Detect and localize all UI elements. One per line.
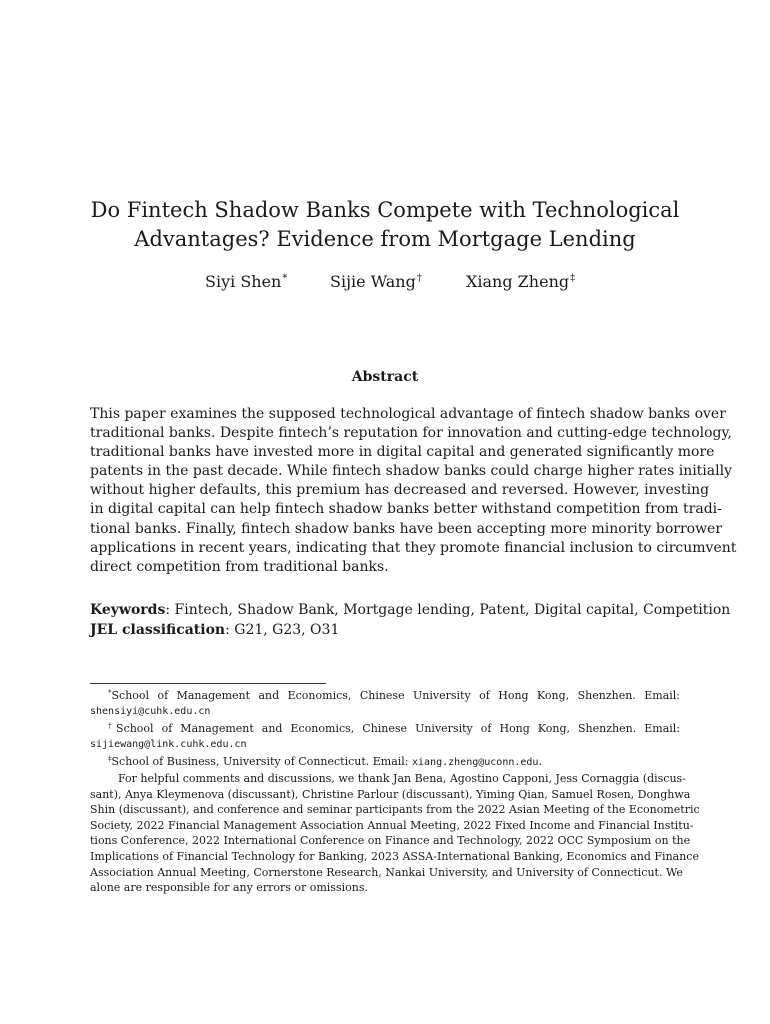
footnote-2-email-label: Email: [644,722,681,736]
footnote-1-email[interactable]: shensiyi@cuhk.edu.cn [90,705,211,717]
footnote-2-email[interactable]: sijiewang@link.cuhk.edu.cn [90,738,247,750]
footnote-3-end: . [538,755,542,769]
abstract-line: in digital capital can help fintech shadow banks better withstand competition from tradi- [90,501,722,518]
abstract-body [90,405,737,577]
abstract-line: traditional banks. Despite fintech’s reputation for innovation and cutting-edge technology, [90,425,732,442]
abstract-line: without higher defaults, this premium has decreased and reversed. However, investing [90,482,710,499]
author-list [0,272,770,296]
author-1-mark: * [282,273,288,284]
abstract-line: direct competition from traditional banks. [90,558,389,575]
ack-line: Shin (discussant), and conference and seminar participants from the 2022 Asian Meeting of the Econometric [90,803,700,817]
abstract-line: tional banks. Finally, fintech shadow banks have been accepting more minority borrower [90,520,723,537]
author-2-name: Sijie Wang [330,272,416,291]
author-3 [466,272,575,291]
jel-label: JEL classification [90,621,226,638]
abstract-heading: Abstract [351,369,419,385]
footnote-2-text: School of Management and Economics, Chinese University of Hong Kong, Shenzhen. [116,722,637,736]
footnote-1-text: School of Management and Economics, Chinese University of Hong Kong, Shenzhen. [111,689,636,702]
title-line-1: Do Fintech Shadow Banks Compete with Technological [90,198,680,222]
author-1-name: Siyi Shen [205,272,282,291]
footnote-2 [90,719,680,737]
footnote-rule [90,683,326,684]
ack-line: Association Annual Meeting, Cornerstone Research, Nankai University, and University of Connecticut. We [90,865,683,879]
abstract-line: This paper examines the supposed technological advantage of fintech shadow banks over [90,406,726,422]
ack-line: tions Conference, 2022 International Conference on Finance and Technology, 2022 OCC Symposium on the [90,834,691,848]
footnote-3-mark: ‡ [108,755,112,764]
author-3-mark: ‡ [570,273,576,284]
abstract-line: patents in the past decade. While fintech shadow banks could charge higher rates initially [90,463,732,480]
ack-line: Implications of Financial Technology for Banking, 2023 ASSA-International Banking, Economics and Finance [90,849,699,863]
paper-title [60,196,710,254]
ack-line: alone are responsible for any errors or omissions. [90,881,368,895]
author-2 [330,272,422,291]
abstract-line: traditional banks have invested more in digital capital and generated significantly more [90,444,715,461]
footnote-3 [90,752,680,771]
keywords-text: : Fintech, Shadow Bank, Mortgage lending, Patent, Digital capital, Competition [165,602,731,618]
keywords-label: Keywords [90,602,166,618]
author-3-name: Xiang Zheng [466,272,570,291]
author-1 [205,272,287,291]
jel-text: : G21, G23, O31 [225,621,340,638]
ack-line: Society, 2022 Financial Management Association Annual Meeting, 2022 Fixed Income and Financial Institu- [90,818,694,832]
footnotes [90,686,700,896]
ack-line: For helpful comments and discussions, we thank Jan Bena, Agostino Capponi, Jess Cornaggia (discus- [118,771,686,785]
keywords-block [90,601,731,640]
title-line-2: Advantages? Evidence from Mortgage Lending [134,227,636,251]
footnote-1-mark: * [108,689,112,697]
author-2-mark: † [416,273,422,284]
jel-row [90,621,680,641]
footnote-2-mark: † [108,722,117,731]
abstract-line: applications in recent years, indicating that they promote financial inclusion to circumvent [90,539,737,556]
footnote-1 [90,686,680,704]
ack-line: sant), Anya Kleymenova (discussant), Christine Parlour (discussant), Yiming Qian, Samuel Rosen, Donghwa [90,787,691,801]
keywords-row [90,601,731,621]
footnote-3-text: School of Business, University of Connecticut. Email: [111,755,413,769]
footnote-3-email[interactable]: xiang.zheng@uconn.edu [412,757,539,769]
acknowledgement [90,771,700,896]
footnote-1-email-label: Email: [644,689,680,702]
